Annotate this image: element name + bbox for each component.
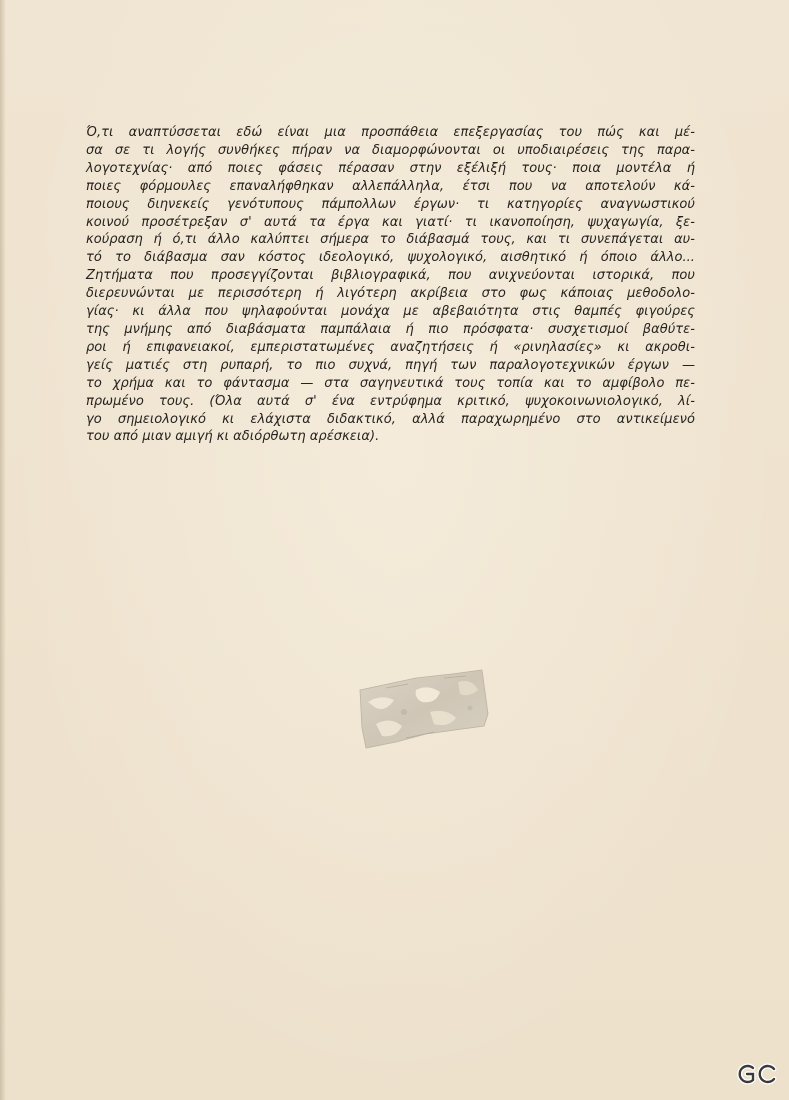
blurb-line: της μνήμης από διαβάσματα παμπάλαια ή πιο πρόσφατα· συσχετισμοί βαθύτε- (86, 321, 695, 337)
blurb-line: κούραση ή ό,τι άλλο καλύπτει σήμερα το διάβασμά τους, και τι συνεπάγεται αυ- (86, 232, 695, 248)
blurb-line: το χρήμα και το φάντασμα — στα σαγηνευτικά τους τοπία και το αμφίβολο πε- (86, 375, 695, 391)
blurb-line: γίας· κι άλλα που ψηλαφούνται μονάχα με αβεβαιότητα στις θαμπές φιγούρες (86, 304, 695, 320)
blurb-line: σα σε τι λογής συνθήκες πήραν να διαμορφώνονται οι υποδιαιρέσεις της παρα- (86, 142, 695, 158)
blurb-text (86, 124, 695, 446)
torn-label-mark (356, 668, 490, 750)
blurb-line: κοινού προσέτρεξαν σ' αυτά τα έργα και γιατί· τι ικανοποίηση, ψυχαγωγία, ξε- (86, 214, 695, 230)
blurb-line: τό το διάβασμα σαν κόστος ιδεολογικό, ψυχολογικό, αισθητικό ή όποιο άλλο... (86, 250, 695, 266)
blurb-line: πρωμένο τους. (Όλα αυτά σ' ένα εντρύφημα κριτικό, ψυχοκοινωνιολογικό, λί- (86, 393, 695, 409)
gc-logo-icon (735, 1062, 779, 1086)
blurb-line: διερευνώνται με περισσότερη ή λιγότερη ακρίβεια στο φως κάποιας μεθοδολο- (86, 286, 695, 302)
blurb-line: γο σημειολογικό κι ελάχιστα διδακτικό, αλλά παραχωρημένο στο αντικείμενό (86, 411, 695, 427)
blurb-line: ποιες φόρμουλες επαναλήφθηκαν αλλεπάλληλα, έτσι που να αποτελούν κά- (86, 178, 695, 194)
blurb-line: του από μιαν αμιγή κι αδιόρθωτη αρέσκεια). (86, 429, 380, 445)
blurb-line: Ό,τι αναπτύσσεται εδώ είναι μια προσπάθεια επεξεργασίας του πώς και μέ- (86, 125, 695, 140)
blurb-line: λογοτεχνίας· από ποιες φάσεις πέρασαν στην εξέλιξή τους· ποια μοντέλα ή (86, 160, 695, 176)
blurb-line: γείς ματιές στη ρυπαρή, το πιο συχνά, πηγή των παραλογοτεχνικών έργων — (86, 357, 695, 373)
blurb-line: ροι ή επιφανειακοί, εμπεριστατωμένες αναζητήσεις ή «ρινηλασίες» κι ακροθι- (86, 339, 695, 355)
blurb-line: Ζητήματα που προσεγγίζονται βιβλιογραφικά, που ανιχνεύονται ιστορικά, που (86, 268, 695, 284)
page-edge-shadow (0, 0, 6, 1100)
blurb-line: ποιους διηνεκείς γενότυπους πάμπολλων έργων· τι κατηγορίες αναγνωστικού (86, 196, 695, 212)
